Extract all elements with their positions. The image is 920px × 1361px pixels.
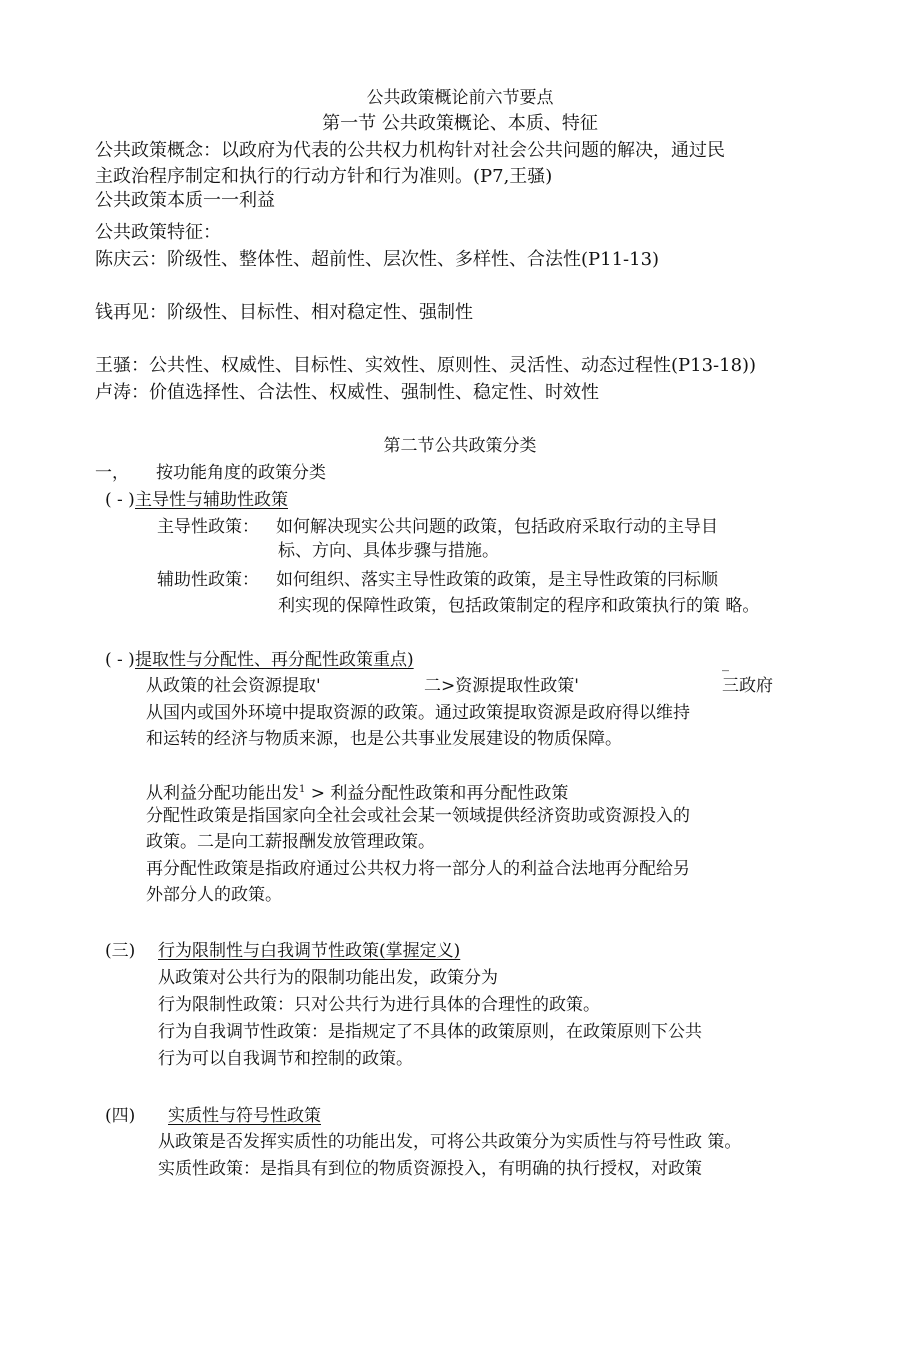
distribution-text-a: 从利益分配功能出发 xyxy=(146,783,299,804)
features-label: 公共政策特征： xyxy=(95,222,221,243)
extract-line-3: 和运转的经济与物质来源，也是公共事业发展建设的物质保障。 xyxy=(146,729,622,749)
distribution-line-2: 分配性政策是指国家向全社会或社会某一领域提供经济资助或资源投入的 xyxy=(146,806,690,826)
aux-policy-label: 辅助性政策： xyxy=(157,570,259,590)
lead-policy-line-2: 标、方向、具体步骤与措施。 xyxy=(278,541,499,561)
part-1-number: 一， xyxy=(95,463,129,483)
subsection-3-title: 行为限制性与白我调节性政策(掌握定义) xyxy=(158,941,461,961)
aux-policy-line-1: 如何组织、落实主导性政策的政策，是主导性政策的冃标顺 xyxy=(276,570,718,590)
footnote-marker: 1 xyxy=(299,784,306,795)
subsection-2-title: 提取性与分配性、再分配性政策重点) xyxy=(135,650,414,670)
section-2-heading: 第二节公共政策分类 xyxy=(383,436,537,456)
lead-policy-label: 主导性政策： xyxy=(157,517,259,537)
redistribution-line-2: 外部分人的政策。 xyxy=(146,885,282,905)
features-wang: 王骚：公共性、权威性、目标性、实效性、原则性、灵活性、动态过程性(P13-18)) xyxy=(95,355,757,376)
concept-line-2: 主政治程序制定和执行的行动方针和行为准则。(P7,王骚) xyxy=(95,166,553,187)
subsection-4-number: (四) xyxy=(105,1106,136,1126)
distribution-text-b: > 利益分配性政策和再分配性政策 xyxy=(305,783,569,804)
features-lu: 卢涛：价值选择性、合法性、权威性、强制性、稳定性、时效性 xyxy=(95,382,599,403)
subsection-3-line-3: 行为自我调节性政策：是指规定了不具体的政策原则，在政策原则下公共 xyxy=(158,1022,702,1042)
subsection-3-line-4: 行为可以自我调节和控制的政策。 xyxy=(158,1049,413,1069)
subsection-2-number: ( - ) xyxy=(105,650,135,670)
document-title: 公共政策概论前六节要点 xyxy=(366,88,554,108)
extract-line-1c: 三政府 xyxy=(722,676,773,696)
extract-line-2: 从国内或国外环境中提取资源的政策。通过政策提取资源是政府得以维持 xyxy=(146,703,690,723)
aux-policy-line-2: 利实现的保障性政策，包括政策制定的程序和政策执行的策 略。 xyxy=(278,596,760,616)
extract-line-1b: 二>资源提取性政策' xyxy=(424,676,579,696)
subsection-3-line-1: 从政策对公共行为的限制功能出发，政策分为 xyxy=(158,968,498,988)
part-1-title: 按功能角度的政策分类 xyxy=(156,463,326,483)
features-chen: 陈庆云：阶级性、整体性、超前性、层次性、多样性、合法性(P11-13) xyxy=(95,249,660,270)
essence-line: 公共政策本质一一利益 xyxy=(95,190,275,211)
subsection-1-title: 主导性与辅助性政策 xyxy=(135,490,288,510)
distribution-line-3: 政策。二是向工薪报酬发放管理政策。 xyxy=(146,832,435,852)
subsection-4-title: 实质性与符号性政策 xyxy=(168,1106,321,1126)
section-1-heading: 第一节 公共政策概论、本质、特征 xyxy=(322,113,598,134)
redistribution-line-1: 再分配性政策是指政府通过公共权力将一部分人的利益合法地再分配给另 xyxy=(146,859,690,879)
stray-mark: _ xyxy=(722,656,729,672)
distribution-line-1 xyxy=(146,778,568,806)
lead-policy-line-1: 如何解决现实公共问题的政策，包括政府采取行动的主导目 xyxy=(276,517,718,537)
subsection-4-line-2: 实质性政策：是指具有到位的物质资源投入，有明确的执行授权，对政策 xyxy=(158,1159,702,1179)
extract-line-1a: 从政策的社会资源提取' xyxy=(146,676,321,696)
subsection-3-number: (三) xyxy=(105,941,136,961)
concept-line-1: 公共政策概念：以政府为代表的公共权力机构针对社会公共问题的解决，通过民 xyxy=(95,140,725,161)
features-qian: 钱再见：阶级性、目标性、相对稳定性、强制性 xyxy=(95,302,473,323)
subsection-3-line-2: 行为限制性政策：只对公共行为进行具体的合理性的政策。 xyxy=(158,995,600,1015)
subsection-4-line-1: 从政策是否发挥实质性的功能出发，可将公共政策分为实质性与符号性政 策。 xyxy=(158,1132,742,1152)
subsection-1-number: ( - ) xyxy=(105,490,135,510)
